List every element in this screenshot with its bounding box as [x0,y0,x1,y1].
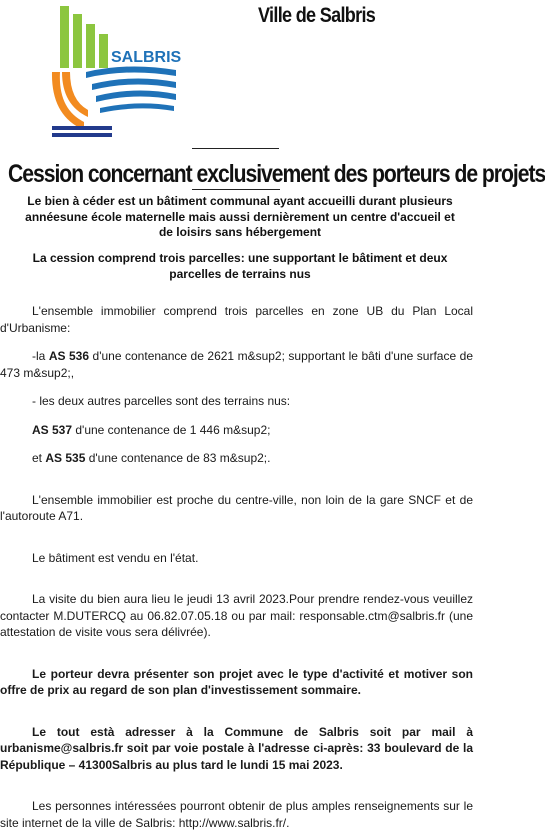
header [0,0,473,150]
parcel-ref-as536: AS 536 [48,349,90,363]
paragraph-parcels-intro: L'ensemble immobilier comprend trois parcelles en zone UB du Plan Local d'Urbanisme: [0,304,473,335]
paragraph-submission: Le tout està adresser à la Commune de Salbris soit par mail à urbanisme@salbris.fr soit par voie postale à l'adresse ci-après: 33 boulevard de la République – 41300Salbris au plus tard le lundi 15 mai 2023. [0,724,473,772]
paragraph-more-info: Les personnes intéressées pourront obtenir de plus amples renseignements sur le site internet de la ville de Salbris: http://www.salbris.fr/. [0,799,473,830]
document-body [0,303,473,831]
page-title: Cession concernant exclusivement des porteurs de projets [8,160,545,188]
title-rule-bottom [192,189,280,190]
town-name: Ville de Salbris [258,4,376,27]
paragraph-parcel-as537: AS 537 d'une contenance de 1 446 m&sup2; [32,422,271,437]
parcel-ref-as537: AS 537 [32,422,73,437]
summary-parcels: La cession comprend trois parcelles: une supportant le bâtiment et deux parcelles de terrains nus [32,251,448,281]
paragraph-bare-land: - les deux autres parcelles sont des terrains nus: [32,394,291,408]
logo-wordmark: SALBRIS [111,49,182,66]
salbris-logo [48,4,182,139]
paragraph-location: L'ensemble immobilier est proche du centre-ville, non loin de la gare SNCF et de l'autoroute A71. [0,492,473,523]
paragraph-parcel-as536: -la AS 536 d'une contenance de 2621 m&sup2; supportant le bâti d'une surface de 473 m&sup2;, [0,349,473,380]
paragraph-condition: Le bâtiment est vendu en l'état. [32,550,199,565]
summary-description: Le bien à céder est un bâtiment communal ayant accueilli durant plusieurs annéesune école maternelle mais aussi dernièrement un centre d'accueil et de loisirs sans hébergement [25,194,455,239]
paragraph-visit: La visite du bien aura lieu le jeudi 13 avril 2023.Pour prendre rendez-vous veuillez contacter M.DUTERCQ au 06.82.07.05.18 ou par mail: responsable.ctm@salbris.fr (une attestation de visite vous sera délivrée). [0,592,473,639]
paragraph-parcel-as535: et AS 535 d'une contenance de 83 m&sup2;. [32,451,271,465]
paragraph-project-requirements: Le porteur devra présenter son projet avec le type d'activité et motiver son offre de prix au regard de son plan d'investissement sommaire. [0,666,473,697]
title-rule-top [192,148,279,149]
parcel-ref-as535: AS 535 [45,451,86,465]
